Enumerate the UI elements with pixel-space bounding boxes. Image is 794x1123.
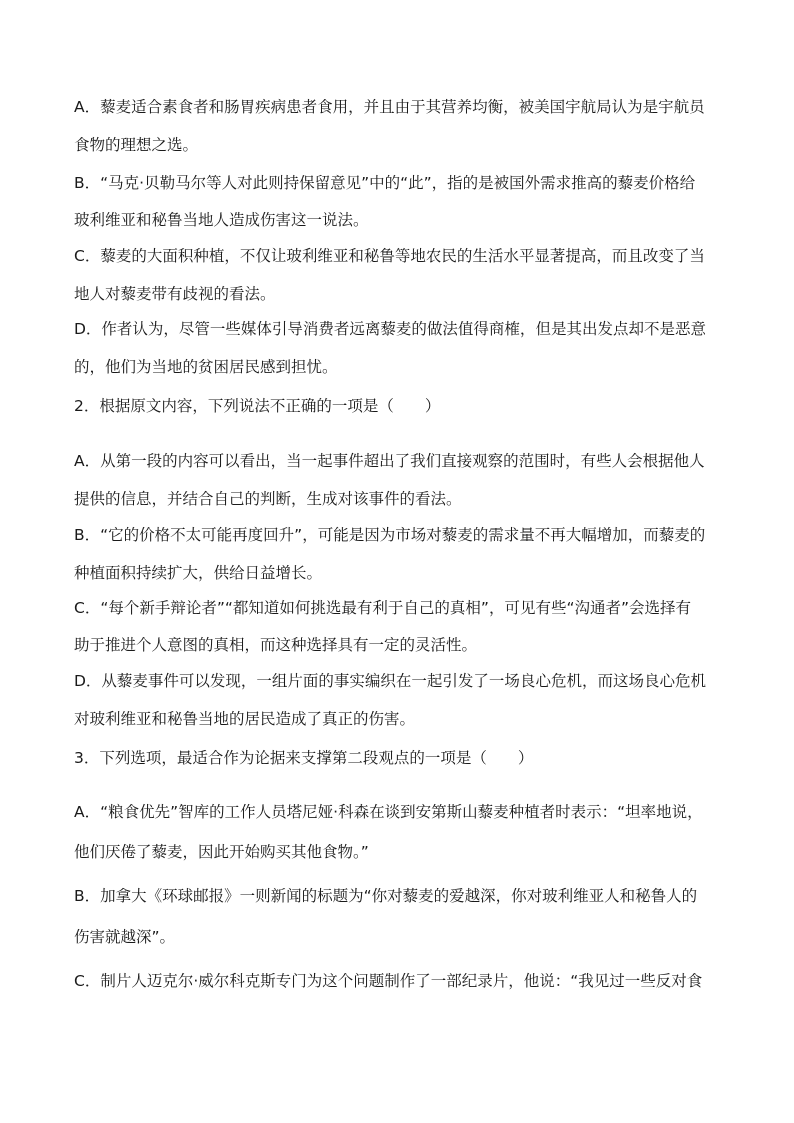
question-2: 2．根据原文内容，下列说法不正确的一项是（ ） bbox=[74, 397, 441, 415]
option-1a-line-1: A．藜麦适合素食者和肠胃疾病患者食用，并且由于其营养均衡，被美国宇航局认为是宇航员 bbox=[74, 98, 705, 116]
option-2a-line-2: 提供的信息，并结合自己的判断，生成对该事件的看法。 bbox=[74, 490, 462, 508]
option-1c-line-2: 地人对藜麦带有歧视的看法。 bbox=[74, 285, 276, 303]
option-1d-line-1: D．作者认为，尽管一些媒体引导消费者远离藜麦的做法值得商榷，但是其出发点却不是恶意 bbox=[74, 320, 706, 338]
option-2b-line-2: 种植面积持续扩大，供给日益增长。 bbox=[74, 564, 323, 582]
option-2c-line-1: C．“每个新手辩论者”“都知道如何挑选最有利于自己的真相”，可见有些“沟通者”会选择有 bbox=[74, 599, 692, 617]
option-1a-line-2: 食物的理想之选。 bbox=[74, 136, 199, 154]
option-1d-line-2: 的，他们为当地的贫困居民感到担忧。 bbox=[74, 358, 338, 376]
option-3c-line-1: C．制片人迈克尔·威尔科克斯专门为这个问题制作了一部纪录片，他说：“我见过一些反对食 bbox=[74, 972, 703, 990]
option-3b-line-1: B．加拿大《环球邮报》一则新闻的标题为“你对藜麦的爱越深，你对玻利维亚人和秘鲁人的 bbox=[74, 887, 698, 905]
question-3: 3．下列选项，最适合作为论据来支撑第二段观点的一项是（ ） bbox=[74, 749, 534, 767]
option-2d-line-1: D．从藜麦事件可以发现，一组片面的事实编织在一起引发了一场良心危机，而这场良心危机 bbox=[74, 672, 706, 690]
option-2d-line-2: 对玻利维亚和秘鲁当地的居民造成了真正的伤害。 bbox=[74, 710, 416, 728]
option-2c-line-2: 助于推进个人意图的真相，而这种选择具有一定的灵活性。 bbox=[74, 636, 478, 654]
option-3a-line-2: 他们厌倦了藜麦，因此开始购买其他食物。” bbox=[74, 843, 369, 861]
option-2a-line-1: A．从第一段的内容可以看出，当一起事件超出了我们直接观察的范围时，有些人会根据他人 bbox=[74, 452, 705, 470]
option-1b-line-2: 玻利维亚和秘鲁当地人造成伤害这一说法。 bbox=[74, 211, 369, 229]
option-1c-line-1: C．藜麦的大面积种植，不仅让玻利维亚和秘鲁等地农民的生活水平显著提高，而且改变了当 bbox=[74, 247, 705, 265]
option-2b-line-1: B．“它的价格不太可能再度回升”，可能是因为市场对藜麦的需求量不再大幅增加，而藜麦的 bbox=[74, 526, 706, 544]
option-3b-line-2: 伤害就越深”。 bbox=[74, 928, 176, 946]
option-3a-line-1: A．“粮食优先”智库的工作人员塔尼娅·科森在谈到安第斯山藜麦种植者时表示：“坦率地说， bbox=[74, 803, 703, 821]
option-1b-line-1: B．“马克·贝勒马尔等人对此则持保留意见”中的“此”，指的是被国外需求推高的藜麦价格给 bbox=[74, 174, 696, 192]
